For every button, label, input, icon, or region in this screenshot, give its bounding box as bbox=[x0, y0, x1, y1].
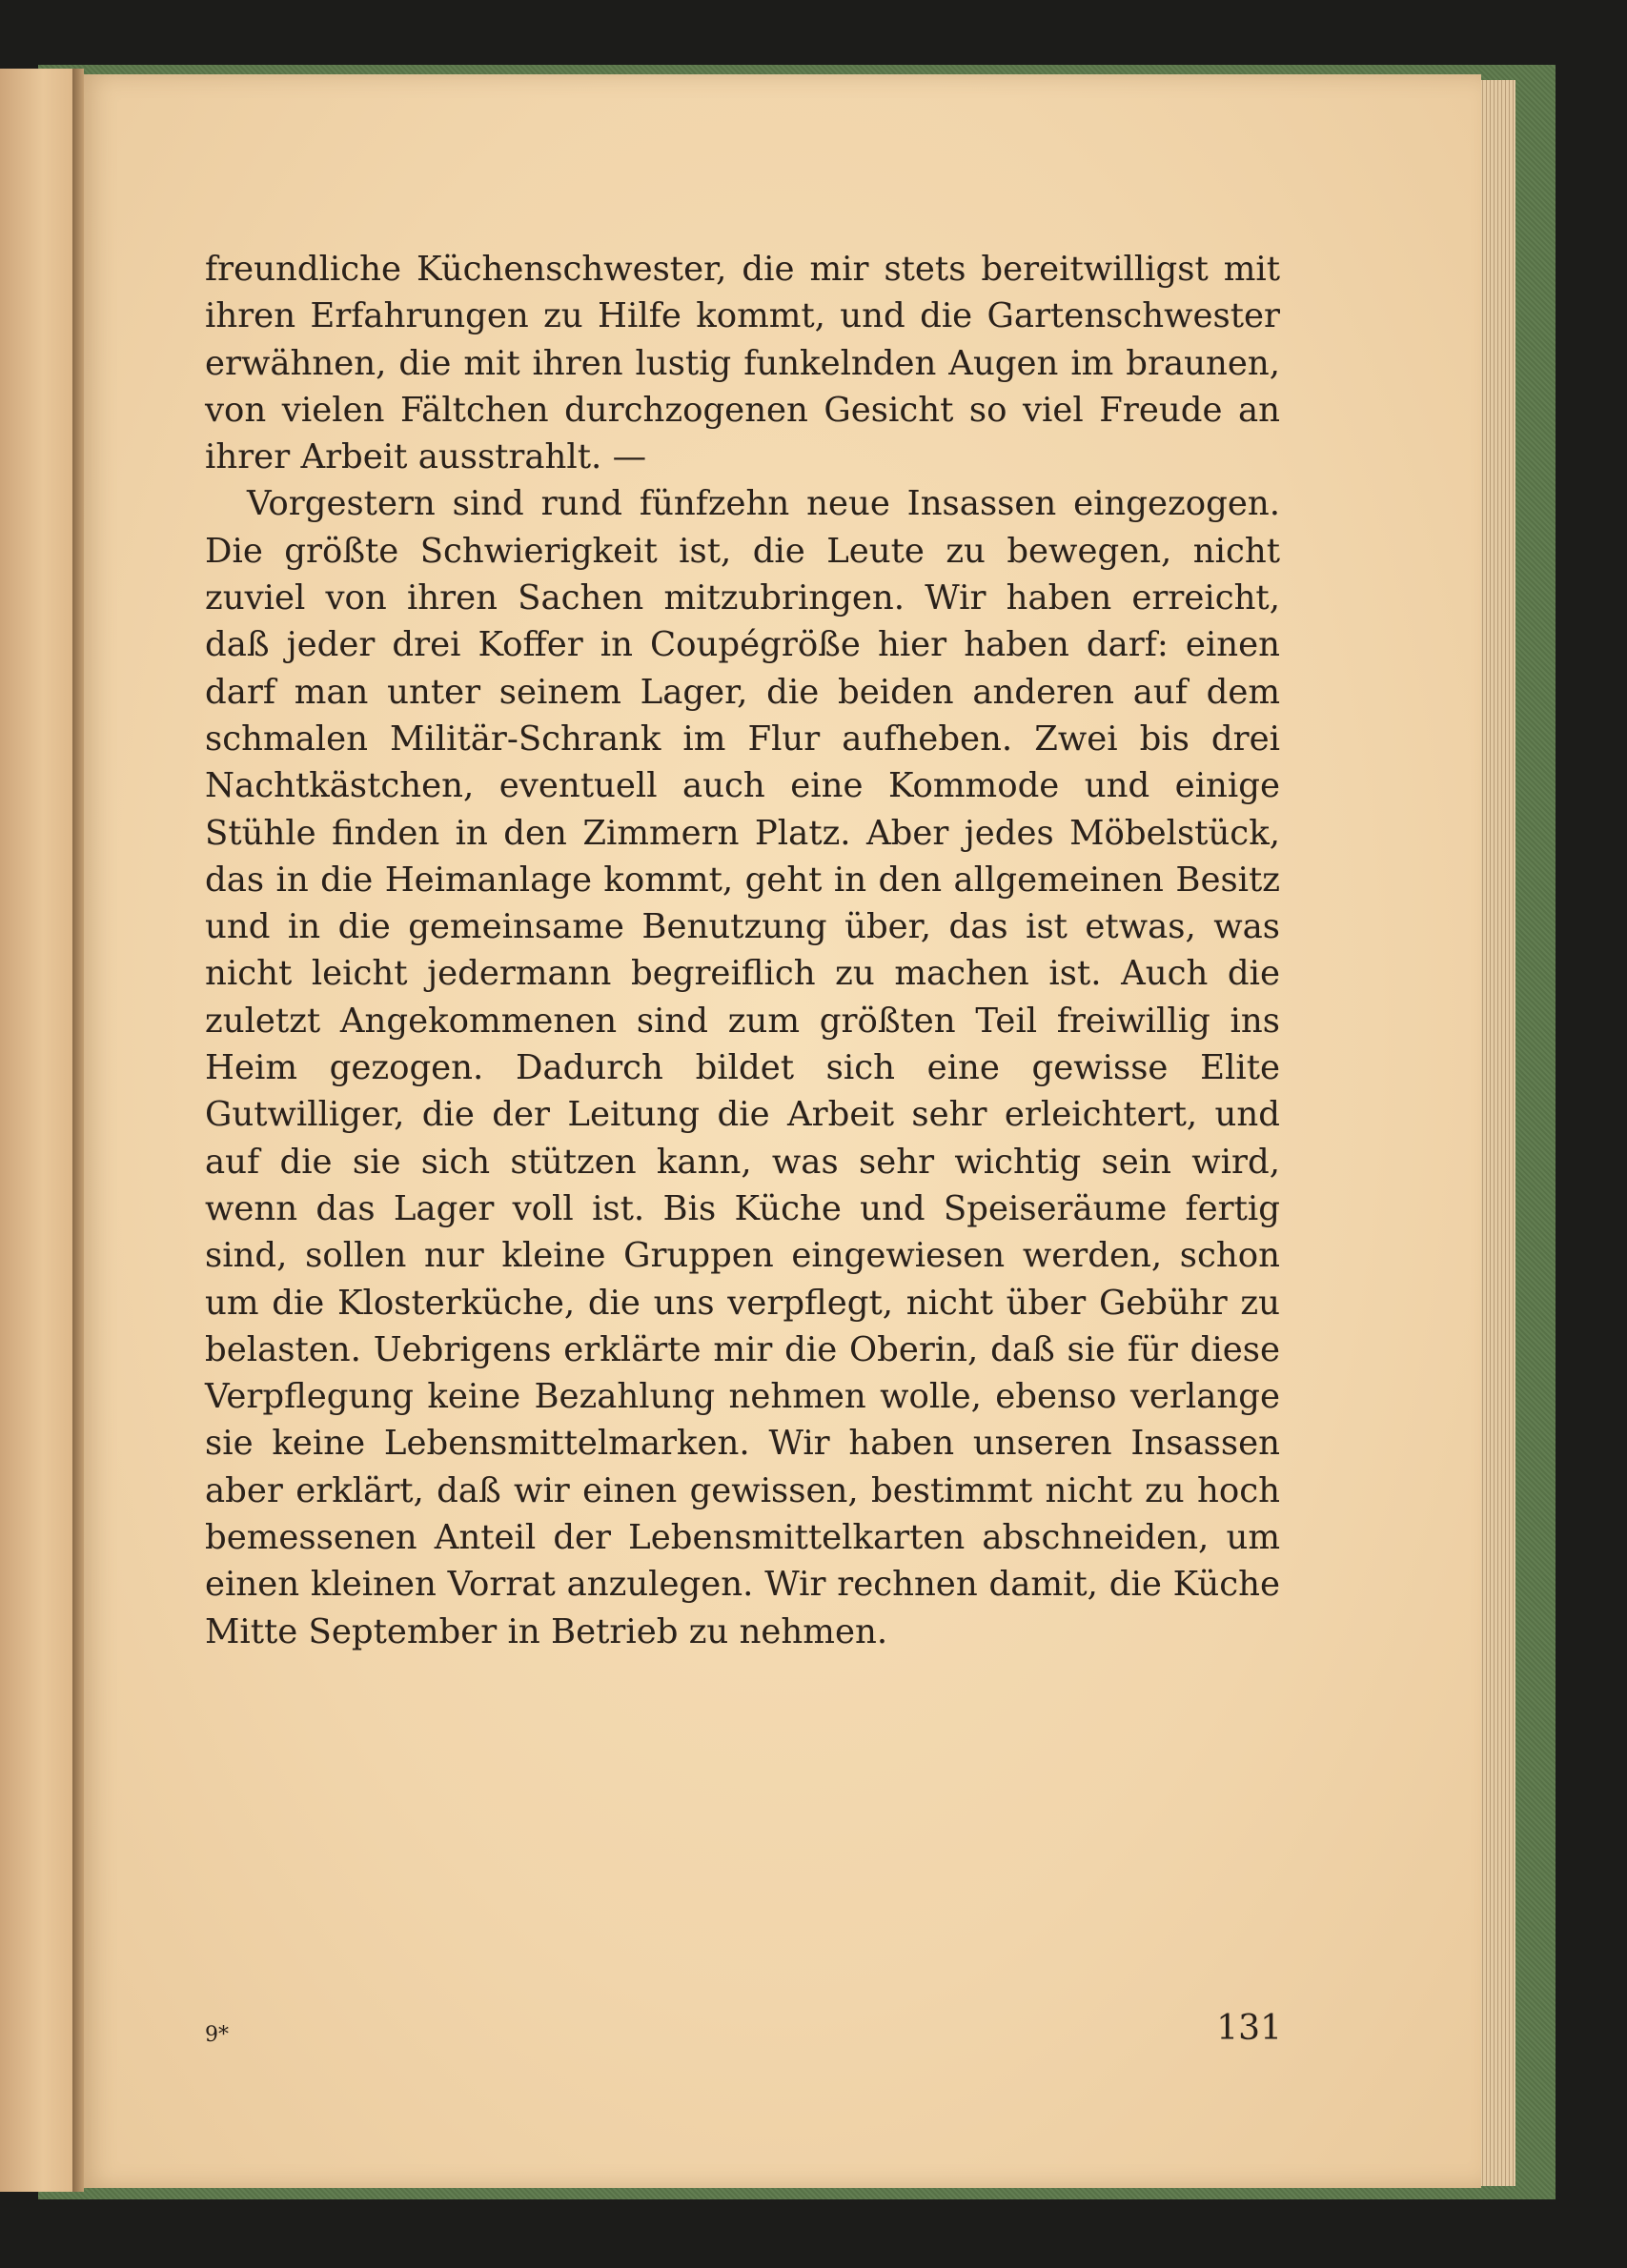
signature-mark: 9* bbox=[205, 2023, 229, 2047]
paragraph-continuation: freundliche Küchenschwester, die mir stets bereitwilligst mit ihren Erfahrungen zu Hilfe kommt, und die Gartenschwester erwähnen, die mit ihren lustig funkelnden Augen im braunen, von vielen Fältchen durchzogenen Gesicht so viel Freude an ihrer Arbeit ausstrahlt. — bbox=[205, 250, 1280, 477]
paragraph: Vorgestern sind rund fünfzehn neue Insassen eingezogen. Die größte Schwierigkeit ist, die Leute zu bewegen, nicht zuviel von ihren Sachen mitzubringen. Wir haben erreicht, daß jeder drei Koffer in Coupégröße hier haben darf: einen darf man unter seinem Lager, die beiden anderen auf dem schmalen Militär-Schrank im Flur aufheben. Zwei bis drei Nachtkästchen, eventuell auch eine Kommode und einige Stühle finden in den Zimmern Platz. Aber jedes Möbelstück, das in die Heimanlage kommt, geht in den allgemeinen Besitz und in die gemeinsame Benutzung über, das ist etwas, was nicht leicht jedermann begreiflich zu machen ist. Auch die zuletzt Angekommenen sind zum größten Teil freiwillig ins Heim gezogen. Dadurch bildet sich eine gewisse Elite Gutwilliger, die der Leitung die Arbeit sehr erleichtert, und auf die sie sich stützen kann, was sehr wichtig sein wird, wenn das Lager voll ist. Bis Küche und Speiseräume fertig sind, sollen nur kleine Gruppen eingewiesen werden, schon um die Klosterküche, die uns verpflegt, nicht über Gebühr zu belasten. Uebrigens erklärte mir die Oberin, daß sie für diese Verpflegung keine Bezahlung nehmen wolle, ebenso verlange sie keine Lebensmittelmarken. Wir haben unseren Insassen aber erklärt, daß wir einen gewissen, bestimmt nicht zu hoch bemessenen Anteil der Lebensmittelkarten abschneiden, um einen kleinen Vorrat anzulegen. Wir rechnen damit, die Küche Mitte September in Betrieb zu nehmen. bbox=[205, 484, 1280, 1651]
book-gutter bbox=[72, 69, 84, 2192]
facing-page-edge bbox=[0, 69, 78, 2192]
page-body-text bbox=[205, 246, 1280, 1655]
page-number: 131 bbox=[1216, 2009, 1282, 2048]
